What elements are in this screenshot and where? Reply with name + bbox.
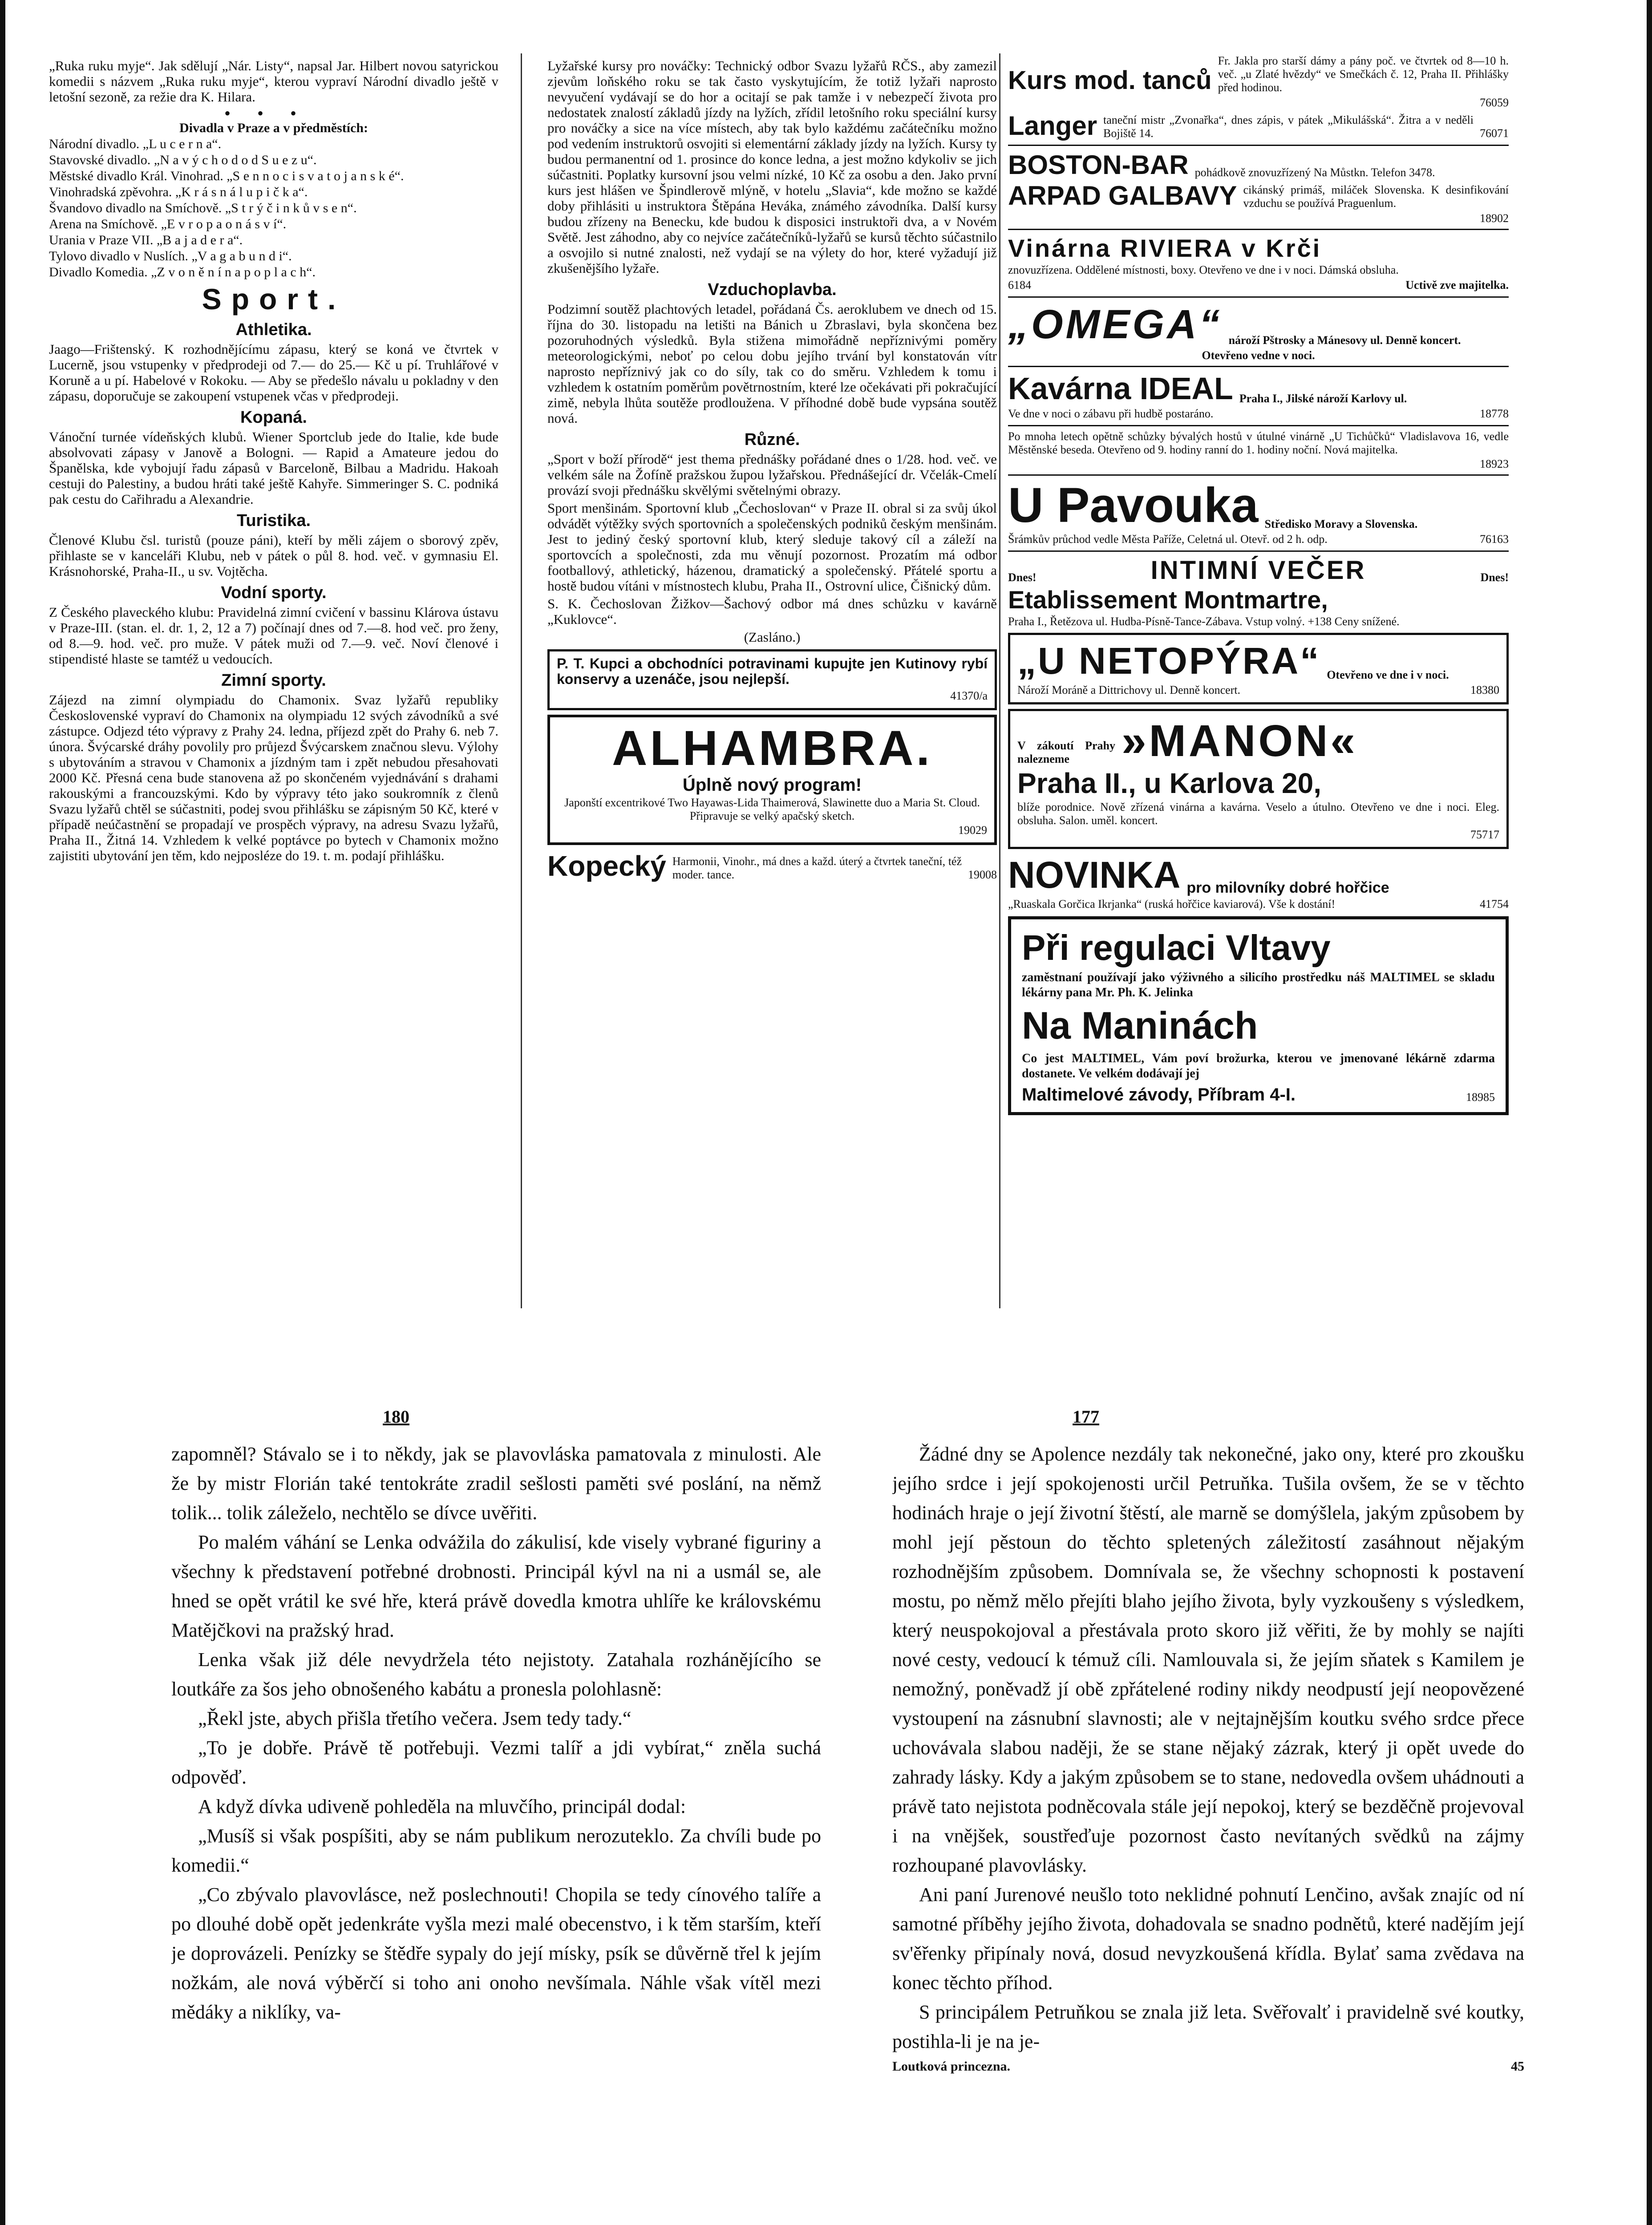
ad-omega [1008,301,1509,362]
ad-divider [1008,550,1509,552]
ad-subtitle: Ve dne v noci o zábavu při hudbě postaráno. [1008,407,1214,420]
theatre-item: Urania v Praze VII. „B a j a d e r a“. [49,233,243,247]
ad-title: »MANON« [1122,716,1358,766]
ad-title: ARPAD GALBAVY [1008,181,1237,210]
ad-text: Co jest MALTIMEL, Vám poví brožurka, kterou ve jmenované lékárně zdarma dostanete. Ve velkém dodávají jej [1022,1052,1495,1080]
theatre-item: Stavovské divadlo. „N a v ý c h o d o d S u e z u“. [49,153,317,167]
ad-number: 19008 [968,868,997,881]
ad-divider [1008,425,1509,426]
book-page-number: 45 [1511,2059,1524,2074]
ad-text: Uctivě zve majitelka. [1405,279,1509,291]
ad-text: pro milovníky dobré hořčice [1186,879,1389,896]
article-football: Vánoční turnée vídeňských klubů. Wiener Sportclub jede do Italie, kde bude absolvovati zápasy v Janově a Bologni. — Rapid a Amateure jedou do Španělska, kde vybojují řadu zápasů v Barceloně, Bilbau a Madridu. Hakoah cestuji do Palestiny, a budou hráti také ještě Kahyře. Simmeringer S. C. podniká pak cestu do Cařihradu a Alexandrie. [49,429,498,507]
book-paragraph: zapomněl? Stávalo se i to někdy, jak se plavovláska pamatovala z minulosti. Ale že by mistr Florián také tentokráte zradil sešlosti paměti své poslání, na němž tolik... tolik záleželo, nechtělo se dívce uvěřiti. [171,1443,821,1524]
ad-text: zaměstnaní používají jako výživného a silicího prostředku náš MALTIMEL se skladu lékárny pana Mr. Ph. K. Jelinka [1022,971,1495,999]
ad-maltimel [1008,916,1509,1115]
ad-divider [1008,229,1509,230]
ad-alhambra [547,715,997,845]
separator-dots: ••• [224,103,323,123]
ad-number: 18923 [1480,457,1509,470]
book-paragraph: „Musíš si však pospíšiti, aby se nám publikum nerozuteklo. Za chvíli bude po komedii.“ [171,1825,821,1876]
ad-number: 6184 [1008,279,1031,291]
theatre-item: Švandovo divadlo na Smíchově. „S t r ý č i n k ů v s e n“. [49,201,357,215]
column-rule [521,53,522,1308]
theatre-list-heading: Divadla v Praze a v předměstích: [179,121,368,135]
theatre-item: Arena na Smíchově. „E v r o p a o n á s v í“. [49,217,287,231]
theatre-item: Národní divadlo. „L u c e r n a“. [49,137,222,151]
ad-text: Praha I., Řetězova ul. Hudba-Písně-Tance-Zábava. Vstup volný. +138 Ceny snížené. [1008,615,1400,628]
ad-u-tichacku: Po mnoha letech opětně schůzky bývalých hostů v útulné vinárně „U Tichůčků“ Vladislavova 16, vedle Městěnské beseda. Otevřeno od 9. hodiny ranní do 1. hodiny noční. Nová majitelka. [1008,430,1509,456]
article-water-sports: Z Českého plaveckého klubu: Pravidelná zimní cvičení v bassinu Klárova ústavu v Praze-III. (stan. el. dr. 1, 2, 12 a 7) počínají dnes od 7.—8. hod več. pro ženy, od 8.—9. hod. več. pro muže. V pátek muži od 7.—9. več. Noví členové i stipendisté hlaste se tamtéž u vedoucích. [49,604,498,667]
ad-title: Při regulaci Vltavy [1022,928,1331,967]
ad-number: 18380 [1470,684,1499,696]
article-aviation: Podzimní soutěž plachtových letadel, pořádaná Čs. aeroklubem ve dnech od 15. října do 30. listopadu na letišti na Bánich u Zbraslavi, byla skončena bez pozoruhodných výsledků. Byla stižena mimořádně nepříznivými poměry meteorologickými, neboť po celou dobu jejího trvání byl konstatován vítr naprosto nepříznivý jak co do síly, tak co do směru. Vzhledem k tomu i vzhledem k ostatním poměrům povětrnostním, které lze očekávati při pokračující zimě, nebyla lhůta soutěže prodloužena. V příhodné době bude vypsána soutěž nová. [547,301,997,426]
ad-subtitle: Úplně nový program! [682,775,862,795]
ad-kurs-tancu [1008,53,1509,95]
ad-riviera [1008,234,1509,293]
book-paragraph: Lenka však již déle nevydržela této nejistoty. Zatahala rozhánějícího se loutkáře za šos jeho obnošeného kabátu a pronesla polohlasně: [171,1649,821,1700]
theatre-item: Vinohradská zpěvohra. „K r á s n á l u p i č k a“. [49,185,308,199]
ad-number: 18778 [1480,407,1509,420]
ad-subtitle: Etablissement Montmartre, [1008,586,1328,614]
ad-text: blíže porodnice. Nově zřízená vinárna a kavárna. Veselo a útulno. Otevřeno ve dne i noci. Eleg. obsluha. Salon. uměl. koncert. [1017,801,1499,827]
article-ski-courses: Lyžařské kursy pro nováčky: Technický odbor Svazu lyžařů RČS., aby zamezil zjevům loňského roku se tak často vyskytujícím, že totiž lyžaři naprosto nevyučení vydávají se do hor a ocitají se pak tamže i v nebezpečí života pro nedostatek znalostí základů jízdy na lyžích, zřídil letošního roku speciální kursy pro nováčky a sice na více místech, aby tak bylo každému začátečníku možno pod vedením instruktorů osvojiti si elementární základy jízdy na lyžích. Kursy ty budou permanentní od 1. prosince do konce ledna, a jest možno kdykoliv se jich súčastniti. Poplatky kursovní jsou velmi nízké, 10 Kč za osobu a den. Jako první kurs jest hlášen ve Špindlerově mlýně, v hotelu „Slavia“, kde možno se každé doby přihlásiti u instruktora Štěpána Heváka, známého závodníka. Další kursy budou zřízeny na Benecku, kde budou k disposici instruktoři dva, a v Novém Světě. Jest záhodno, aby co nejvíce začátečníků-lyžařů se kursů těchto súčastnilo a osvojilo si nutné znalosti, než vydají se na výlety do hor, které vyžadují již zkušenějšího lyžaře. [547,58,997,276]
article-misc: „Sport v boží přírodě“ jest thema přednášky pořádané dnes o 1/28. hod. več. ve velkém sále na Žofíně pražskou župou lyžařskou. Přednášející dr. Včelák-Cmelí provází svoji přednášku skvělými světelnými obrazy. [547,451,997,498]
ad-number: 41370/a [950,689,988,702]
ad-title: NOVINKA [1008,854,1181,896]
article-tourism: Členové Klubu čsl. turistů (pouze páni), kteří by měli zájem o sborový zpěv, přihlaste se v kanceláři Klubu, neb v pátek o půl 8. hod. več. v gymnasiu El. Krásnohorské, Praha-II., u sv. Vojtěcha. [49,532,498,579]
ad-text: Dnes! [1008,571,1037,584]
ad-manon [1008,709,1509,849]
section-heading: Turistika. [236,511,311,530]
book-paragraph: Žádné dny se Apolence nezdály tak nekonečné, jako ony, které pro zkoušku jejího srdce i její spokojenosti určil Petruňka. Tušila ovšem, že se v těchto hodinách hraje o její životní štěstí, ale marně se domýšlela, jakým způsobem by mohl její pěstoun do těchto spletených záležitostí zasáhnout nějakým rozhodnějším způsobem. Domnívala se, že všechny schopnosti k postavení mostu, po němž mělo přejíti blaho jejího života, byly vyzkoušeny s výsledkem, který neuspokojoval a přestávala proto skoro již věřiti, že by mohly se najíti nové cesty, vedoucí k témuž cíli. Namlouvala si, že jejím sňatek s Kamilem je nemožný, poněvadž jí obě zpřátelené rodiny nikdy neodpustí její neopovězené vystoupení na zásnubní slavnosti; ale v nejtajnějším koutku svého srdce přece uchovávala slabou naději, že se stane nějaký zázrak, který ji opět uvede do zahrady lásky. Kdy a jakým způsobem se to stane, nedovedla ovšem uhádnouti a právě tato nejistota podněcovala stále její nepokoj, který se bezděčně projevoval i na vnějšek, soustřeďuje pozornost často nevítaných svědků na zájmy rozhoupané plavovlásky. [892,1443,1524,1876]
ad-text: cikánský primáš, miláček Slovenska. K desinfikování vzduchu se používá Praguenlum. [1243,183,1509,210]
ad-divider [1008,474,1509,476]
section-heading: Athletika. [235,320,312,339]
ad-text: Nároží Moráně a Dittrichovy ul. Denně koncert. [1017,684,1241,696]
ad-footer: Maltimelové závody, Příbram 4-I. [1022,1085,1296,1104]
theatre-item: Tylovo divadlo v Nuslích. „V a g a b u n d i“. [49,249,292,263]
page-number-right: 177 [1073,1407,1099,1427]
article-athletics: Jaago—Frištenský. K rozhodnějícímu zápasu, který se koná ve čtvrtek v Lucerně, jsou vstupenky v předprodeji od 7.— do 25.— Kč u pí. Truhlářové v Koruně a u pí. Habelové v Rokoku. — Aby se předešlo návalu u pokladny v den zápasu, doporučuje se zakoupení vstupenek včas v předprodeji. [49,341,498,404]
ad-kutina [547,649,997,710]
ad-title: BOSTON-BAR [1008,150,1189,180]
ad-title: Vinárna RIVIERA v Krči [1008,234,1322,262]
ad-title: Kopecký [547,850,666,882]
section-heading: Různé. [744,430,800,449]
ad-number: 76059 [1480,96,1509,109]
book-paragraph: Po malém váhání se Lenka odvážila do zákulisí, kde visely vybrané figuriny a všechny k představení potřebné drobnosti. Principál kývl na ni a usmál se, ale hned se opět vrátil ke své hře, která právě dovedla kmotra uhlíře ke královskému Matějčkovi na pražský hrad. [171,1531,821,1641]
ad-number: 18985 [1466,1091,1495,1104]
article-misc: S. K. Čechoslovan Žižkov—Šachový odbor má dnes schůzku v kavárně „Kuklovce“. [547,596,997,627]
sport-heading: Sport. [202,283,346,316]
ad-text: nároží Pštrosky a Mánesovy ul. Denně koncert. [1228,334,1461,347]
theatre-item: Městské divadlo Král. Vinohrad. „S e n n o c i s v a t o j a n s k é“. [49,169,404,183]
book-column-right [892,1440,1524,2225]
ad-number: 18902 [1480,212,1509,225]
ad-text: Praha I., Jilské nároží Karlovy ul. [1239,392,1407,405]
ad-u-netopyra [1008,633,1509,704]
ad-title: „U NETOPÝRA“ [1017,640,1321,682]
ad-arpad-galbavy [1008,180,1509,211]
book-title-footer: Loutková princezna. [892,2059,1011,2074]
ad-langer [1008,110,1509,141]
ad-text: Dnes! [1480,571,1509,584]
ad-title: Langer [1008,111,1097,141]
zaslano-label: (Zasláno.) [744,629,801,645]
ad-subtitle: Na Maninách [1022,1004,1258,1047]
ad-novinka [1008,854,1509,912]
theatre-item: Divadlo Komedia. „Z v o n ě n í n a p o p l a c h“. [49,265,316,279]
page-number-left: 180 [383,1407,409,1427]
ad-divider [1008,145,1509,146]
ad-divider [1008,296,1509,298]
theatre-news: „Ruka ruku myje“. Jak sdělují „Nár. Listy“, napsal Jar. Hilbert novou satyrickou komedii s názvem „Ruka ruku myje“, kterou vypraví Národní divadlo ještě v letošní sezoně, za režie dra K. Hilara. [49,58,498,105]
ad-kavarna-ideal [1008,371,1509,421]
ad-text: taneční mistr „Zvonařka“, dnes zápis, v pátek „Mikulášská“. Žitra a v neděli Bojiště 14. [1103,113,1474,140]
section-heading: Kopaná. [240,408,307,427]
ad-title: U Pavouka [1008,478,1259,533]
ad-title: Kavárna IDEAL [1008,371,1233,406]
news-column-left [49,58,498,1299]
article-misc: Sport menšinám. Sportovní klub „Čechoslovan“ v Praze II. obral si za svůj úkol odvádět výtěžky svých sportovních a společenských podniků českým menšinám. Jest to jediný český sportovní klub, který sleduje takový cíl a záleží na sportovcích a společnosti, zda mu věnují pozornost. Prozatím má odbor footballový, athletický, házenou, dramatický a společenský. Přátelé sportu a hostě budou vítáni v místnostech klubu, Praha II., Ostrovní ulice, Čišnický dům. [547,500,997,594]
news-column-middle [547,58,997,1299]
book-paragraph: A když dívka udiveně pohleděla na mluvčího, principál dodal: [198,1796,686,1817]
ad-text: znovuzřízena. Oddělené místnosti, boxy. Otevřeno ve dne i v noci. Dámská obsluha. [1008,263,1399,276]
ad-text: Šrámkův průchod vedle Města Paříže, Celetná ul. Otevř. od 2 h. odp. [1008,533,1328,546]
section-heading: Zimní sporty. [221,671,326,690]
ad-text: P. T. Kupci a obchodníci potravinami kupujte jen Kutinovy rybí konservy a uzenáče, jsou nejlepší. [557,655,988,687]
section-heading: Vodní sporty. [221,583,327,602]
theatre-list [49,136,498,280]
ad-text: Otevřeno ve dne i v noci. [1327,668,1449,681]
section-heading: Vzduchoplavba. [708,280,837,299]
ad-text: „Ruaskala Gorčica Ikrjanka“ (ruská hořčice kaviarová). Vše k dostání! [1008,898,1336,910]
ad-text: Středisko Moravy a Slovenska. [1264,518,1418,530]
ad-number: 75717 [1470,828,1499,841]
ad-text: pohádkově znovuzřízený Na Můstkn. Telefon 3478. [1194,166,1435,179]
book-paragraph: S principálem Petruňkou se znala již leta. Svěřovalť i pravidelně své koutky, postihla-li je na je- [892,2001,1524,2052]
ad-number: 19029 [958,824,987,837]
ad-boston-bar [1008,150,1509,180]
ad-kopecky [547,850,997,882]
book-footer [892,2059,1524,2074]
ad-subtitle: Praha II., u Karlova 20, [1017,767,1321,799]
book-paragraph: „To je dobře. Právě tě potřebuji. Vezmi talíř a jdi vybírat,“ zněla suchá odpověď. [171,1737,821,1788]
book-paragraph: „Co zbývalo plavovlásce, než poslechnouti! Chopila se tedy cínového talíře a po dlouhé době opět jedenkráte vyšla mezi malé obecenstvo, i k těm starším, kteří je doprovázeli. Penízky se štědře sypaly do její mísky, psík se důvěrně třel k jejím nožkám, ale nová výběrčí si toho ani onoho nevšímala. Náhle však vítěl mezi mědáky a niklíky, va- [171,1884,821,2023]
ad-text: Fr. Jakla pro starší dámy a pány poč. ve čtvrtek od 8—10 h. več. „u Zlaté hvězdy“ ve Smečkách č. 12, Praha II. Přihlášky před hodinou. [1218,54,1509,94]
book-column-left [171,1440,821,2225]
ad-divider [1008,366,1509,367]
ad-title: „OMEGA“ [1008,302,1223,347]
ad-number: 76163 [1480,533,1509,546]
ad-subtitle: Otevřeno vedne v noci. [1202,349,1315,362]
book-paragraph: „Řekl jste, abych přišla třetího večera. Jsem tedy tady.“ [198,1707,632,1729]
ad-u-pavouka [1008,479,1509,547]
book-paragraph: Ani paní Jurenové neušlo toto neklidné pohnutí Lenčino, avšak znajíc od ní samotné příběhy jejího života, dohadovala se snadno podnětů, které nadějím její sv'ěřenky připínaly nová, dosud nevyzkoušená křídla. Bylať sama zvědava na konec těchto příhod. [892,1884,1524,1994]
ad-text: V zákoutí Prahy nalezneme [1017,739,1115,765]
ad-text: Harmonii, Vinohr., má dnes a každ. úterý a čtvrtek taneční, též moder. tance. [672,855,962,881]
ad-montmartre [1008,555,1509,628]
scan-left-edge [0,0,5,2225]
ads-column [1008,53,1509,1299]
ad-title: ALHAMBRA. [611,721,932,776]
scan-right-edge [1647,0,1652,2225]
ad-number: 76071 [1480,127,1509,140]
ad-title: Kurs mod. tanců [1008,66,1212,95]
ad-number: 41754 [1480,898,1509,910]
ad-title: INTIMNÍ VEČER [1150,556,1366,585]
article-winter-sports: Zájezd na zimní olympiadu do Chamonix. Svaz lyžařů republiky Československé vypraví do Chamonix na olympiadu 12 svých závodníků a své zástupce. Odjezd této výpravy z Prahy 24. ledna, příjezd zpět do Prahy 6. neb 7. února. Švýcarské dráhy povolily pro průjezd Švýcarskem značnou slevu. Výlohy s ubytováním a stravou v Chamonix a jízdným tam i zpět nebudou přesahovati 2000 Kč. Přesná cena bude stanovena až po skončeném vyjednávání s drahami rakouskými a francouzskými. Kdo by výpravy této jako soukromník z členů Svazu lyžařů chtěl se súčastniti, podej svou přihlášku se zápisným 50 Kč, které v případě neúčastnění se propadají ve prospěch výpravy, na adresu Svazu lyžařů, Praha II., Žitná 14. Vzhledem k velké poptávce po bytech v Chamonix možno zajistiti ubytování jen těm, kdo nejposléze do 19. t. m. podají přihlášku. [49,692,498,863]
column-rule [999,53,1000,1308]
ad-text: Japonští excentrikové Two Hayawas-Lida Thaimerová, Slawinette duo a Maria St. Cloud. Připravuje se velký apačský sketch. [564,796,980,822]
